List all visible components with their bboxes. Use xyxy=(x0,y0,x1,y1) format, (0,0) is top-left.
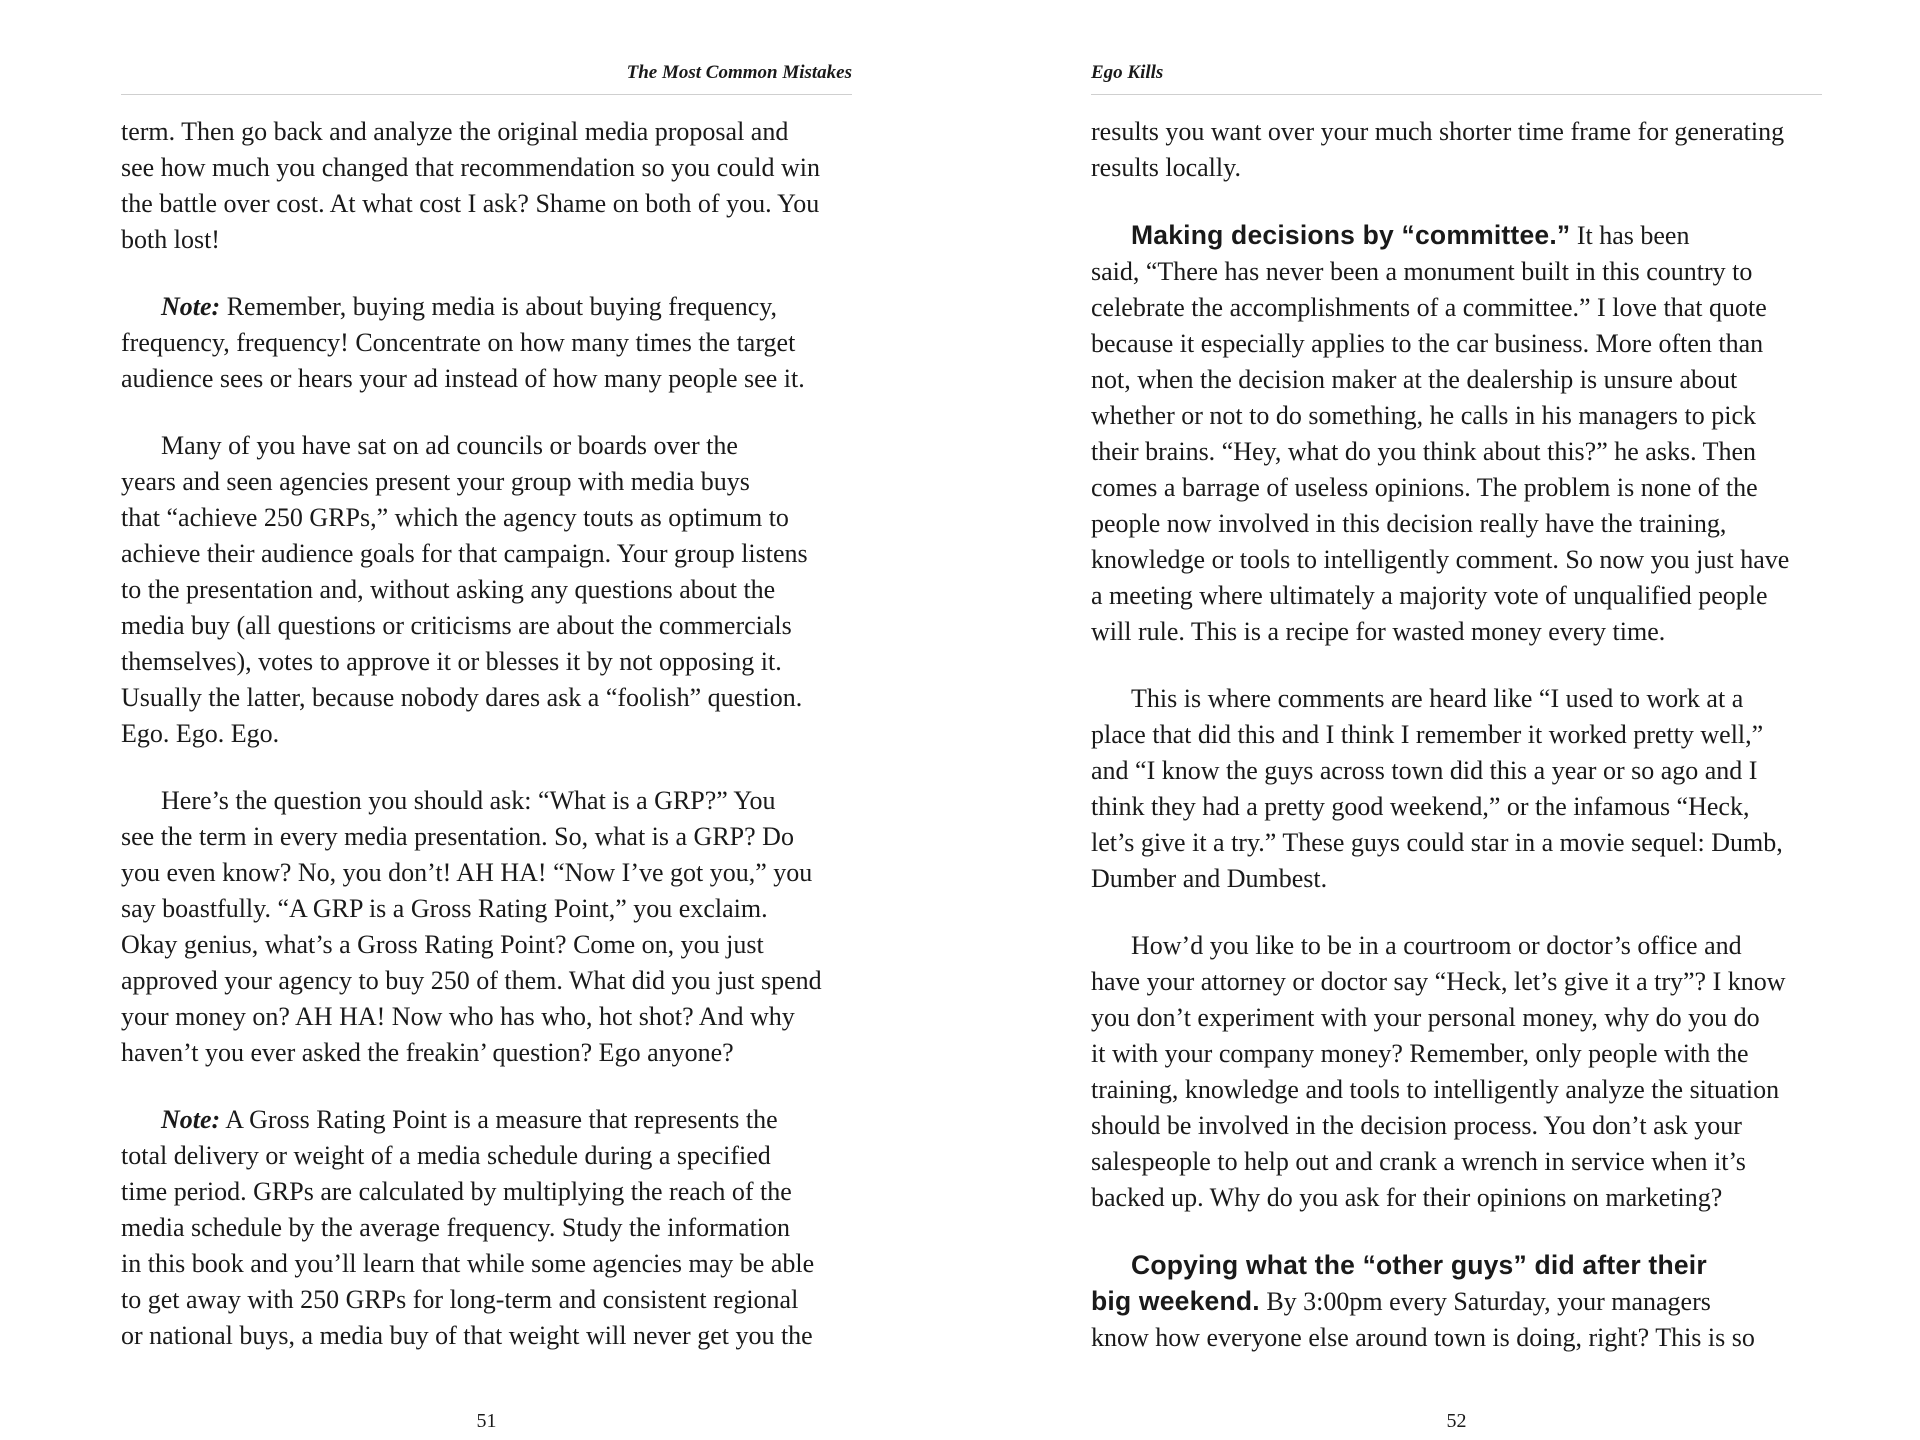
paragraph xyxy=(1091,114,1822,186)
text-line: media buy (all questions or criticisms are about the commercials xyxy=(121,611,792,640)
text-line: Many of you have sat on ad councils or boards over the xyxy=(161,431,738,460)
text-line: a meeting where ultimately a majority vote of unqualified people xyxy=(1091,581,1768,610)
text-line: know how everyone else around town is doing, right? This is so xyxy=(1091,1323,1755,1352)
running-head-title: The Most Common Mistakes xyxy=(626,62,852,83)
text-line: or national buys, a media buy of that weight will never get you the xyxy=(121,1321,813,1350)
text-line: let’s give it a try.” These guys could star in a movie sequel: Dumb, xyxy=(1091,828,1783,857)
paragraph xyxy=(121,783,852,1071)
run-in-heading: Copying what the “other guys” did after their xyxy=(1131,1250,1707,1280)
text-line: Dumber and Dumbest. xyxy=(1091,864,1328,893)
text-line: should be involved in the decision process. You don’t ask your xyxy=(1091,1111,1742,1140)
section-paragraph xyxy=(1091,217,1822,650)
text-line: both lost! xyxy=(121,225,220,254)
text-line: knowledge or tools to intelligently comment. So now you just have xyxy=(1091,545,1790,574)
text-line: results you want over your much shorter time frame for generating xyxy=(1091,117,1785,146)
text-line: think they had a pretty good weekend,” or the infamous “Heck, xyxy=(1091,792,1750,821)
text-line: you don’t experiment with your personal money, why do you do xyxy=(1091,1003,1760,1032)
text-line: comes a barrage of useless opinions. The problem is none of the xyxy=(1091,473,1758,502)
text-line: have your attorney or doctor say “Heck, let’s give it a try”? I know xyxy=(1091,967,1786,996)
text-line: haven’t you ever asked the freakin’ question? Ego anyone? xyxy=(121,1038,734,1067)
text-line: said, “There has never been a monument built in this country to xyxy=(1091,257,1753,286)
text-line: time period. GRPs are calculated by multiplying the reach of the xyxy=(121,1177,792,1206)
text-line: total delivery or weight of a media schedule during a specified xyxy=(121,1141,771,1170)
text-line: whether or not to do something, he calls in his managers to pick xyxy=(1091,401,1757,430)
text-line: Usually the latter, because nobody dares ask a “foolish” question. xyxy=(121,683,803,712)
text-line: say boastfully. “A GRP is a Gross Rating Point,” you exclaim. xyxy=(121,894,768,923)
text-line xyxy=(1091,217,1822,254)
note-label: Note: xyxy=(161,1105,221,1134)
text-line: will rule. This is a recipe for wasted money every time. xyxy=(1091,617,1666,646)
running-head xyxy=(1091,58,1822,95)
note-text: A Gross Rating Point is a measure that represents the xyxy=(220,1105,778,1134)
text-line: their brains. “Hey, what do you think about this?” he asks. Then xyxy=(1091,437,1757,466)
text-line: term. Then go back and analyze the original media proposal and xyxy=(121,117,789,146)
text-line: to the presentation and, without asking any questions about the xyxy=(121,575,776,604)
heading-rest: By 3:00pm every Saturday, your managers xyxy=(1259,1287,1711,1316)
text-line xyxy=(1091,1283,1822,1320)
text-line: frequency, frequency! Concentrate on how many times the target xyxy=(121,328,796,357)
right-page xyxy=(1091,0,1822,1440)
text-line: people now involved in this decision really have the training, xyxy=(1091,509,1727,538)
text-line: celebrate the accomplishments of a committee.” I love that quote xyxy=(1091,293,1767,322)
paragraph xyxy=(1091,928,1822,1216)
text-line: to get away with 250 GRPs for long-term and consistent regional xyxy=(121,1285,799,1314)
page-body xyxy=(121,114,852,1385)
text-line: Okay genius, what’s a Gross Rating Point? Come on, you just xyxy=(121,930,764,959)
text-line: see how much you changed that recommendation so you could win xyxy=(121,153,820,182)
text-line: you even know? No, you don’t! AH HA! “Now I’ve got you,” you xyxy=(121,858,813,887)
page-number: 51 xyxy=(476,1410,497,1432)
text-line: and “I know the guys across town did this a year or so ago and I xyxy=(1091,756,1758,785)
run-in-heading: big weekend. xyxy=(1091,1286,1260,1316)
text-line: Ego. Ego. Ego. xyxy=(121,719,280,748)
note-paragraph xyxy=(121,289,852,397)
left-page xyxy=(121,0,852,1440)
text-line: achieve their audience goals for that campaign. Your group listens xyxy=(121,539,808,568)
text-line: that “achieve 250 GRPs,” which the agency touts as optimum to xyxy=(121,503,789,532)
text-line xyxy=(121,289,852,325)
text-line: the battle over cost. At what cost I ask? Shame on both of you. You xyxy=(121,189,820,218)
note-label: Note: xyxy=(161,292,221,321)
text-line: media schedule by the average frequency. Study the information xyxy=(121,1213,791,1242)
running-head xyxy=(121,58,852,95)
note-text: Remember, buying media is about buying frequency, xyxy=(220,292,778,321)
text-line: training, knowledge and tools to intelligently analyze the situation xyxy=(1091,1075,1780,1104)
section-paragraph xyxy=(1091,1247,1822,1356)
text-line: in this book and you’ll learn that while some agencies may be able xyxy=(121,1249,815,1278)
page-body xyxy=(1091,114,1822,1387)
text-line: years and seen agencies present your group with media buys xyxy=(121,467,750,496)
text-line: it with your company money? Remember, only people with the xyxy=(1091,1039,1749,1068)
page-number: 52 xyxy=(1446,1410,1467,1432)
text-line xyxy=(121,1102,852,1138)
text-line: because it especially applies to the car business. More often than xyxy=(1091,329,1764,358)
text-line: themselves), votes to approve it or blesses it by not opposing it. xyxy=(121,647,782,676)
text-line: see the term in every media presentation. So, what is a GRP? Do xyxy=(121,822,794,851)
paragraph xyxy=(121,428,852,752)
text-line: How’d you like to be in a courtroom or doctor’s office and xyxy=(1131,931,1742,960)
heading-rest: It has been xyxy=(1570,221,1690,250)
text-line: backed up. Why do you ask for their opinions on marketing? xyxy=(1091,1183,1723,1212)
text-line: not, when the decision maker at the dealership is unsure about xyxy=(1091,365,1738,394)
text-line: results locally. xyxy=(1091,153,1241,182)
running-head-title: Ego Kills xyxy=(1091,62,1164,83)
text-line: Here’s the question you should ask: “What is a GRP?” You xyxy=(161,786,776,815)
text-line: your money on? AH HA! Now who has who, hot shot? And why xyxy=(121,1002,795,1031)
note-paragraph xyxy=(121,1102,852,1354)
text-line: approved your agency to buy 250 of them. What did you just spend xyxy=(121,966,822,995)
text-line: salespeople to help out and crank a wrench in service when it’s xyxy=(1091,1147,1746,1176)
paragraph xyxy=(121,114,852,258)
text-line: place that did this and I think I remember it worked pretty well,” xyxy=(1091,720,1764,749)
run-in-heading: Making decisions by “committee.” xyxy=(1131,220,1571,250)
text-line: This is where comments are heard like “I used to work at a xyxy=(1131,684,1744,713)
text-line: audience sees or hears your ad instead of how many people see it. xyxy=(121,364,805,393)
paragraph xyxy=(1091,681,1822,897)
